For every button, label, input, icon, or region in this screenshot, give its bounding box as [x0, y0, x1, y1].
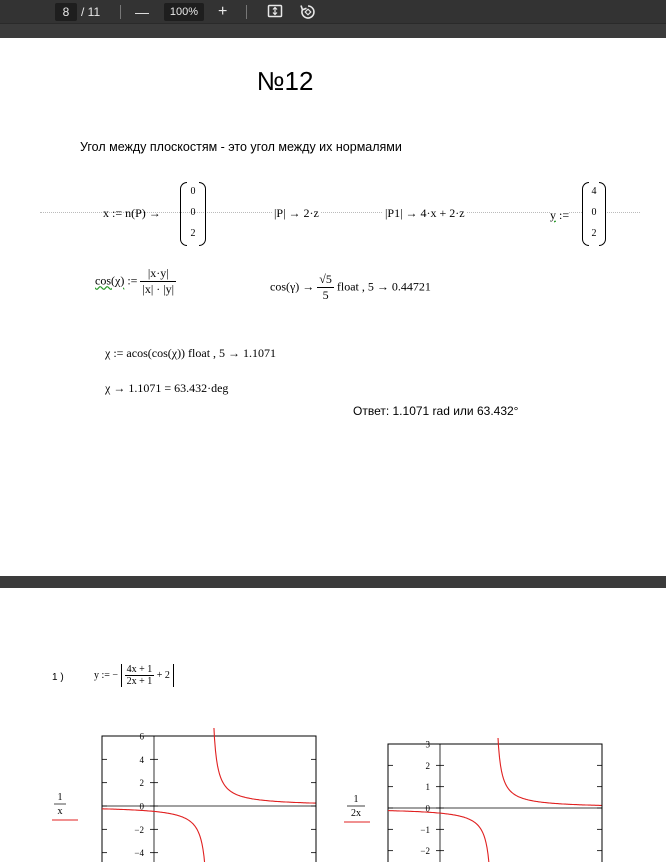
cos-chi-assign: := [124, 273, 138, 288]
pdf-toolbar [0, 0, 666, 24]
cos-gamma-denominator: 5 [322, 288, 329, 302]
y-function-denominator: 2x + 1 [126, 676, 153, 687]
plot-2-y-tick-label: 3 [425, 739, 430, 750]
toolbar-divider [246, 5, 247, 19]
y-assign: := [556, 208, 570, 222]
item-number: 1 ) [52, 672, 64, 683]
chi-eval-line: χ → 1.1071 = 63.432·deg [105, 381, 229, 395]
cos-gamma-numerator: √5 [319, 272, 332, 286]
plot-1-y-tick-label: −2 [134, 824, 144, 835]
x-vector [180, 182, 206, 246]
plot-2-y-tick-label: −1 [420, 824, 430, 835]
y-function-numerator: 4x + 1 [126, 664, 153, 675]
cos-gamma-eval [270, 272, 431, 303]
document-page-9 [0, 588, 666, 862]
cos-chi-name: cos(χ) [95, 273, 125, 288]
x-vector-cell: 0 [190, 207, 196, 218]
cos-gamma-rhs: float , 5 → 0.44721 [336, 279, 431, 294]
document-page-8 [0, 38, 666, 576]
zoom-out-button[interactable]: — [135, 4, 149, 20]
problem-statement: Угол между плоскостям - это угол между их нормалями [80, 140, 402, 154]
chi-acos-line: χ := acos(cos(χ)) float , 5 → 1.1071 [105, 346, 277, 360]
zoom-level-input[interactable]: 100% [164, 3, 204, 21]
plot-1-y-tick-label: 4 [139, 754, 144, 765]
plot-1-y-tick-label: 0 [139, 801, 144, 812]
plot-1-series-left-branch [102, 809, 207, 862]
y-vector-cell: 0 [591, 207, 597, 218]
answer-text: Ответ: 1.1071 rad или 63.432° [353, 404, 519, 418]
x-vector-cell: 0 [190, 186, 196, 197]
y-function-def [94, 664, 174, 687]
cos-gamma-fraction [317, 272, 334, 303]
x-vector-cell: 2 [190, 228, 196, 239]
y-function-fraction [125, 664, 155, 687]
plot-1-over-x [50, 728, 330, 862]
plot-2-ylabel-den: 2x [351, 808, 361, 819]
cos-chi-definition [95, 266, 176, 297]
plot-1-ylabel-den: x [57, 806, 63, 817]
cos-chi-denominator: |x| · |y| [142, 282, 175, 296]
plot-2-y-tick-label: 2 [425, 760, 430, 771]
cos-chi-fraction [140, 266, 176, 297]
plot-1-series-right-branch [214, 728, 316, 803]
y-vector-cell: 4 [591, 186, 597, 197]
y-function-lhs: y := − [94, 669, 119, 681]
x-definition: x := n(P) → [103, 206, 161, 220]
plot-1-over-2x [340, 738, 610, 862]
y-vector [582, 182, 606, 246]
y-function-rhs: + 2 [156, 669, 170, 681]
plot-1-y-tick-label: 2 [139, 778, 144, 789]
plot-1-frame [102, 736, 316, 862]
page-number-input[interactable]: 8 [55, 3, 77, 21]
cos-chi-numerator: |x·y| [140, 266, 176, 282]
cos-gamma-lhs: cos(γ) → [270, 279, 315, 294]
y-abs-block [121, 664, 174, 687]
plot-2-y-tick-label: −2 [420, 846, 430, 857]
plot-2-frame [388, 744, 602, 862]
p1-norm: |P1| → 4·x + 2·z [385, 206, 465, 220]
plot-1-y-tick-label: −4 [134, 848, 144, 859]
fit-page-icon[interactable] [267, 3, 283, 21]
y-name: y [550, 208, 556, 222]
plot-2-y-tick-label: 0 [425, 803, 430, 814]
zoom-in-button[interactable]: + [218, 3, 228, 20]
p-norm: |P| → 2·z [274, 206, 319, 220]
page-title: №12 [256, 66, 314, 96]
toolbar-divider [120, 5, 121, 19]
y-vector-cell: 2 [591, 228, 597, 239]
page-total: / 11 [81, 5, 101, 19]
rotate-icon[interactable] [299, 3, 317, 21]
y-definition [550, 208, 569, 223]
plot-2-series-right-branch [498, 738, 602, 805]
plot-2-ylabel-num: 1 [353, 794, 359, 805]
plot-1-ylabel-num: 1 [57, 792, 63, 803]
plot-2-y-tick-label: 1 [425, 782, 430, 793]
plot-2-series-left-branch [388, 811, 491, 862]
plot-1-y-tick-label: 6 [139, 731, 144, 742]
